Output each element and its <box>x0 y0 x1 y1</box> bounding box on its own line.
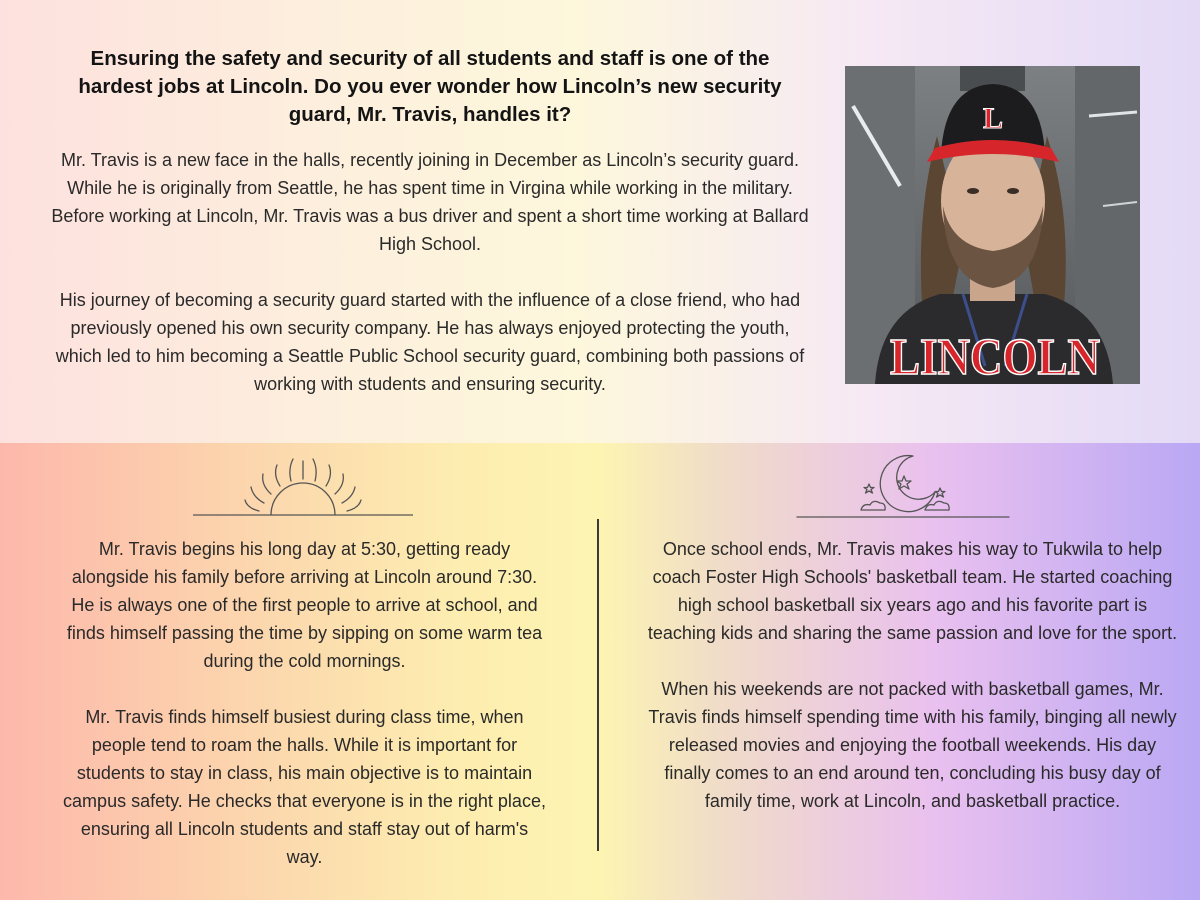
evening-paragraph-2: When his weekends are not packed with basketball games, Mr. Travis finds himself spending time with his family, binging all newly released movies and enjoying the football weekends. His day finally comes to an end around ten, concluding his busy day of family time, work at Lincoln, and basketball practice. <box>648 679 1177 811</box>
cap-logo: L <box>982 102 1004 135</box>
moon-stars-icon <box>795 450 1015 522</box>
morning-paragraph-1: Mr. Travis begins his long day at 5:30, getting ready alongside his family before arriving at Lincoln around 7:30. He is always one of the first people to arrive at school, and finds himself passing the time by sipping on some warm tea during the cold mornings. <box>66 539 543 671</box>
mr-travis-photo <box>845 66 1140 384</box>
morning-column <box>62 535 547 899</box>
intro-text <box>50 146 810 426</box>
morning-paragraph-2: Mr. Travis finds himself busiest during class time, when people tend to roam the halls. While it is important for students to stay in class, his main objective is to maintain campus safety. He checks that everyone is in the right place, ensuring all Lincoln students and staff stay out of harm's way. <box>63 707 546 867</box>
intro-paragraph-1: Mr. Travis is a new face in the halls, recently joining in December as Lincoln’s security guard. While he is originally from Seattle, he has spent time in Virgina while working in the military. Before working at Lincoln, Mr. Travis was a bus driver and spent a short time working at Ballard High School. <box>51 150 809 254</box>
intro-paragraph-2: His journey of becoming a security guard started with the influence of a close friend, who had previously opened his own security company. He has always enjoyed protecting the youth, which led to him becoming a Seattle Public School security guard, combining both passions of working with students and ensuring security. <box>55 290 805 394</box>
evening-paragraph-1: Once school ends, Mr. Travis makes his way to Tukwila to help coach Foster High Schools' basketball team. He started coaching high school basketball six years ago and his favorite part is teaching kids and sharing the same passion and love for the sport. <box>647 539 1178 643</box>
sweatshirt-lettering: LINCOLN <box>890 329 1100 384</box>
headline: Ensuring the safety and security of all students and staff is one of the hardest jobs at Lincoln. Do you ever wonder how Lincoln’s new security guard, Mr. Travis, handles it? <box>78 47 782 126</box>
column-divider <box>597 519 599 851</box>
sunrise-icon <box>193 455 413 520</box>
evening-column <box>645 535 1180 843</box>
